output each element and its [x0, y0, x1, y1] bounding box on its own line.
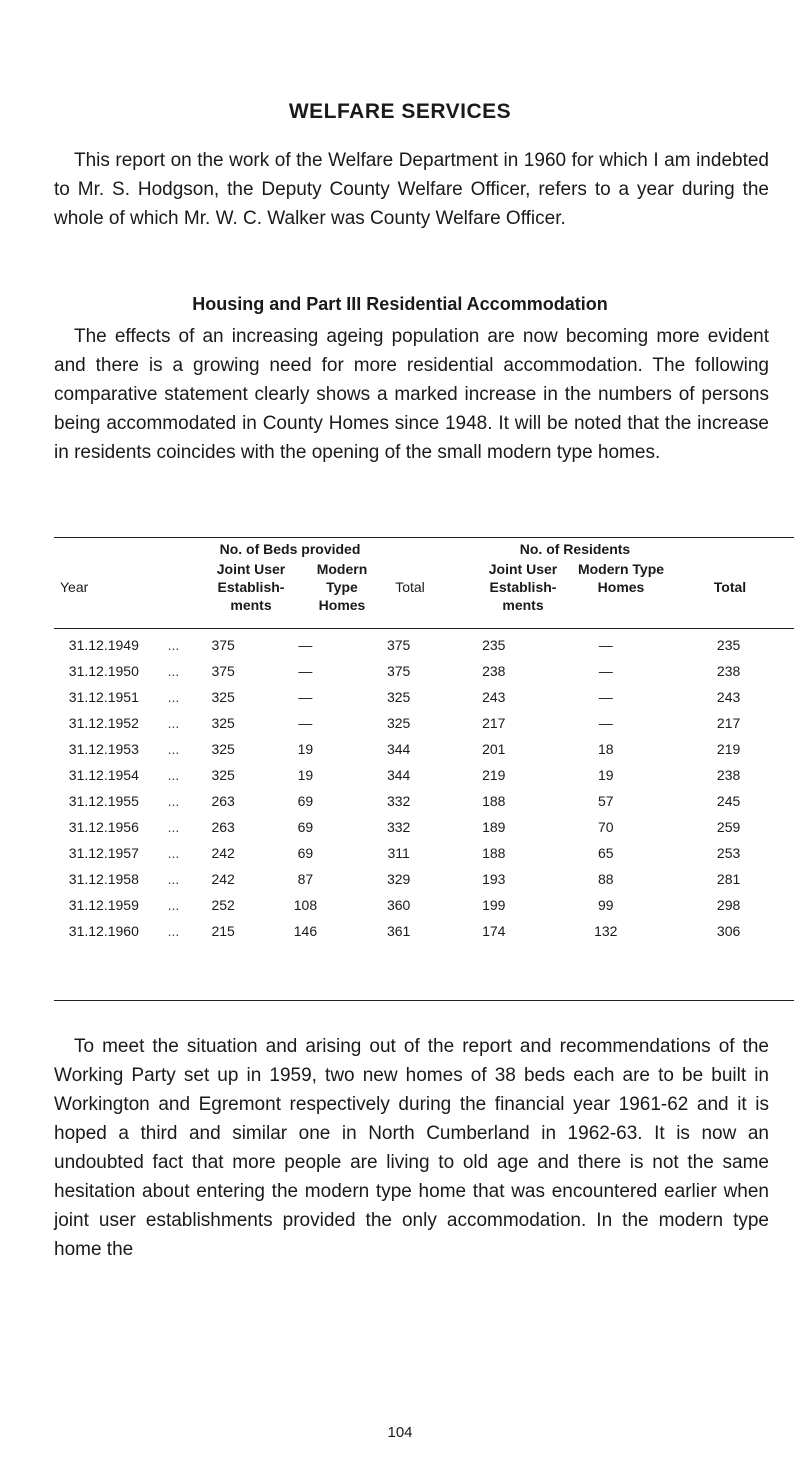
residents-total-header: Total: [713, 579, 747, 595]
beds-modern-cell: 69: [297, 845, 314, 861]
leader-dots: ...: [167, 767, 180, 783]
table-row: [54, 892, 794, 918]
table-header-rule: [54, 628, 794, 629]
table-row: [54, 814, 794, 840]
beds-modern-cell: —: [298, 637, 313, 653]
year-cell: 31.12.1958: [68, 871, 139, 887]
beds-joint-cell: 325: [211, 767, 235, 783]
year-cell: 31.12.1952: [68, 715, 139, 731]
new-homes-paragraph: To meet the situation and arising out of the report and recommendations of the Working Party set up in 1959, two new homes of 38 beds each are to be built in Workington and Egremont respectively during the financial year 1961-62 and it is hoped a third and similar one in North Cumberland in 1962-63. It is now an undoubted fact that more people are living to old age and there is not the same hesitation about entering the modern type home that was encountered earlier when joint user establishments provided the only accommodation. In the modern type home the: [54, 1036, 769, 1260]
beds-modern-cell: —: [298, 715, 313, 731]
residents-joint-cell: 189: [482, 819, 506, 835]
beds-total-cell: 325: [386, 689, 411, 705]
residents-modern-cell: —: [598, 715, 613, 731]
residents-modern-cell: 57: [597, 793, 614, 809]
residents-modern-cell: —: [598, 637, 613, 653]
table-top-rule: [54, 537, 794, 538]
table-row: [54, 736, 794, 762]
leader-dots: ...: [167, 923, 180, 939]
residents-modern-cell: —: [598, 663, 613, 679]
residents-total-cell: 238: [716, 663, 741, 679]
year-cell: 31.12.1955: [68, 793, 139, 809]
leader-dots: ...: [167, 897, 180, 913]
year-cell: 31.12.1959: [68, 897, 139, 913]
year-cell: 31.12.1949: [68, 637, 139, 653]
beds-total-cell: 361: [386, 923, 411, 939]
residents-joint-cell: 188: [482, 793, 506, 809]
beds-total-cell: 375: [386, 663, 411, 679]
beds-total-cell: 325: [386, 715, 411, 731]
residents-joint-cell: 199: [482, 897, 506, 913]
beds-modern-header: Modern Type Homes: [316, 561, 368, 613]
beds-modern-cell: 69: [297, 793, 314, 809]
beds-modern-cell: —: [298, 663, 313, 679]
table-row: [54, 918, 794, 944]
beds-joint-cell: 215: [211, 923, 235, 939]
year-cell: 31.12.1960: [68, 923, 139, 939]
residents-total-cell: 253: [716, 845, 741, 861]
residents-joint-cell: 219: [482, 767, 506, 783]
leader-dots: ...: [167, 741, 180, 757]
beds-total-cell: 360: [386, 897, 411, 913]
residents-modern-cell: 88: [597, 871, 614, 887]
beds-joint-cell: 325: [211, 741, 235, 757]
residents-modern-cell: 99: [597, 897, 614, 913]
table-row: [54, 632, 794, 658]
beds-joint-cell: 325: [211, 715, 235, 731]
residents-total-cell: 259: [716, 819, 741, 835]
leader-dots: ...: [167, 871, 180, 887]
page-title: WELFARE SERVICES: [288, 100, 512, 123]
beds-joint-cell: 242: [211, 871, 235, 887]
beds-joint-cell: 375: [211, 637, 235, 653]
ageing-population-paragraph: The effects of an increasing ageing population are now becoming more evident and there is a growing need for more residential accommodation. The following comparative statement clearly shows a marked increase in the numbers of persons being accommodated in County Homes since 1948. It will be noted that the increase in residents coincides with the opening of the small modern type homes.: [54, 326, 769, 463]
leader-dots: ...: [167, 637, 180, 653]
residents-modern-cell: 18: [597, 741, 614, 757]
beds-total-cell: 344: [386, 767, 411, 783]
residents-total-cell: 235: [716, 637, 741, 653]
intro-paragraph: This report on the work of the Welfare Department in 1960 for which I am indebted to Mr. S. Hodgson, the Deputy County Welfare Officer, refers to a year during the whole of which Mr. W. C. Walker was County Welfare Officer.: [54, 150, 769, 229]
beds-total-cell: 375: [386, 637, 411, 653]
beds-joint-cell: 242: [211, 845, 235, 861]
leader-dots: ...: [167, 663, 180, 679]
residents-joint-cell: 201: [482, 741, 506, 757]
residents-total-cell: 281: [716, 871, 741, 887]
residents-total-cell: 306: [716, 923, 741, 939]
page-number: 104: [387, 1424, 413, 1441]
year-cell: 31.12.1956: [68, 819, 139, 835]
table-bottom-rule: [54, 1000, 794, 1001]
residents-modern-cell: 132: [594, 923, 618, 939]
beds-total-cell: 332: [386, 793, 411, 809]
leader-dots: ...: [167, 845, 180, 861]
residents-joint-cell: 238: [482, 663, 506, 679]
residents-joint-cell: 235: [482, 637, 506, 653]
table-row: [54, 658, 794, 684]
residents-modern-cell: 70: [597, 819, 614, 835]
residents-total-cell: 298: [716, 897, 741, 913]
table-row: [54, 710, 794, 736]
leader-dots: ...: [167, 793, 180, 809]
residents-total-cell: 238: [716, 767, 741, 783]
residents-total-cell: 243: [716, 689, 741, 705]
beds-joint-header: Joint User Establish- ments: [216, 561, 286, 613]
beds-total-header: Total: [395, 579, 425, 595]
residents-group-header: No. of Residents: [519, 541, 631, 557]
section-heading: Housing and Part III Residential Accommodation: [192, 294, 608, 314]
beds-total-cell: 311: [387, 845, 410, 861]
residents-total-cell: 217: [716, 715, 741, 731]
table-row: [54, 684, 794, 710]
residential-accommodation-table: [54, 632, 794, 944]
beds-modern-cell: 19: [297, 741, 314, 757]
residents-joint-cell: 193: [482, 871, 506, 887]
beds-total-cell: 332: [386, 819, 411, 835]
residents-modern-cell: 19: [597, 767, 614, 783]
beds-joint-cell: 375: [211, 663, 235, 679]
residents-joint-cell: 174: [482, 923, 506, 939]
beds-joint-cell: 263: [211, 819, 235, 835]
residents-total-cell: 219: [716, 741, 741, 757]
beds-modern-cell: 19: [297, 767, 314, 783]
year-cell: 31.12.1957: [68, 845, 139, 861]
beds-modern-cell: —: [298, 689, 313, 705]
table-row: [54, 788, 794, 814]
year-header: Year: [60, 579, 89, 595]
beds-total-cell: 329: [386, 871, 411, 887]
beds-joint-cell: 263: [211, 793, 235, 809]
table-row: [54, 840, 794, 866]
beds-joint-cell: 252: [211, 897, 235, 913]
beds-modern-cell: 108: [293, 897, 318, 913]
residents-modern-header: Modern Type Homes: [577, 561, 665, 595]
beds-modern-cell: 146: [293, 923, 318, 939]
leader-dots: ...: [167, 819, 180, 835]
year-cell: 31.12.1953: [68, 741, 139, 757]
beds-modern-cell: 87: [297, 871, 314, 887]
residents-total-cell: 245: [716, 793, 741, 809]
residents-joint-cell: 243: [482, 689, 506, 705]
beds-group-header: No. of Beds provided: [219, 541, 361, 557]
year-cell: 31.12.1951: [68, 689, 139, 705]
table-row: [54, 762, 794, 788]
residents-modern-cell: —: [598, 689, 613, 705]
year-cell: 31.12.1954: [68, 767, 139, 783]
table-row: [54, 866, 794, 892]
leader-dots: ...: [167, 715, 180, 731]
beds-modern-cell: 69: [297, 819, 314, 835]
residents-joint-cell: 217: [482, 715, 506, 731]
beds-joint-cell: 325: [211, 689, 235, 705]
year-cell: 31.12.1950: [68, 663, 139, 679]
residents-modern-cell: 65: [597, 845, 614, 861]
beds-total-cell: 344: [386, 741, 411, 757]
residents-joint-header: Joint User Establish- ments: [488, 561, 558, 613]
leader-dots: ...: [167, 689, 180, 705]
residents-joint-cell: 188: [482, 845, 506, 861]
